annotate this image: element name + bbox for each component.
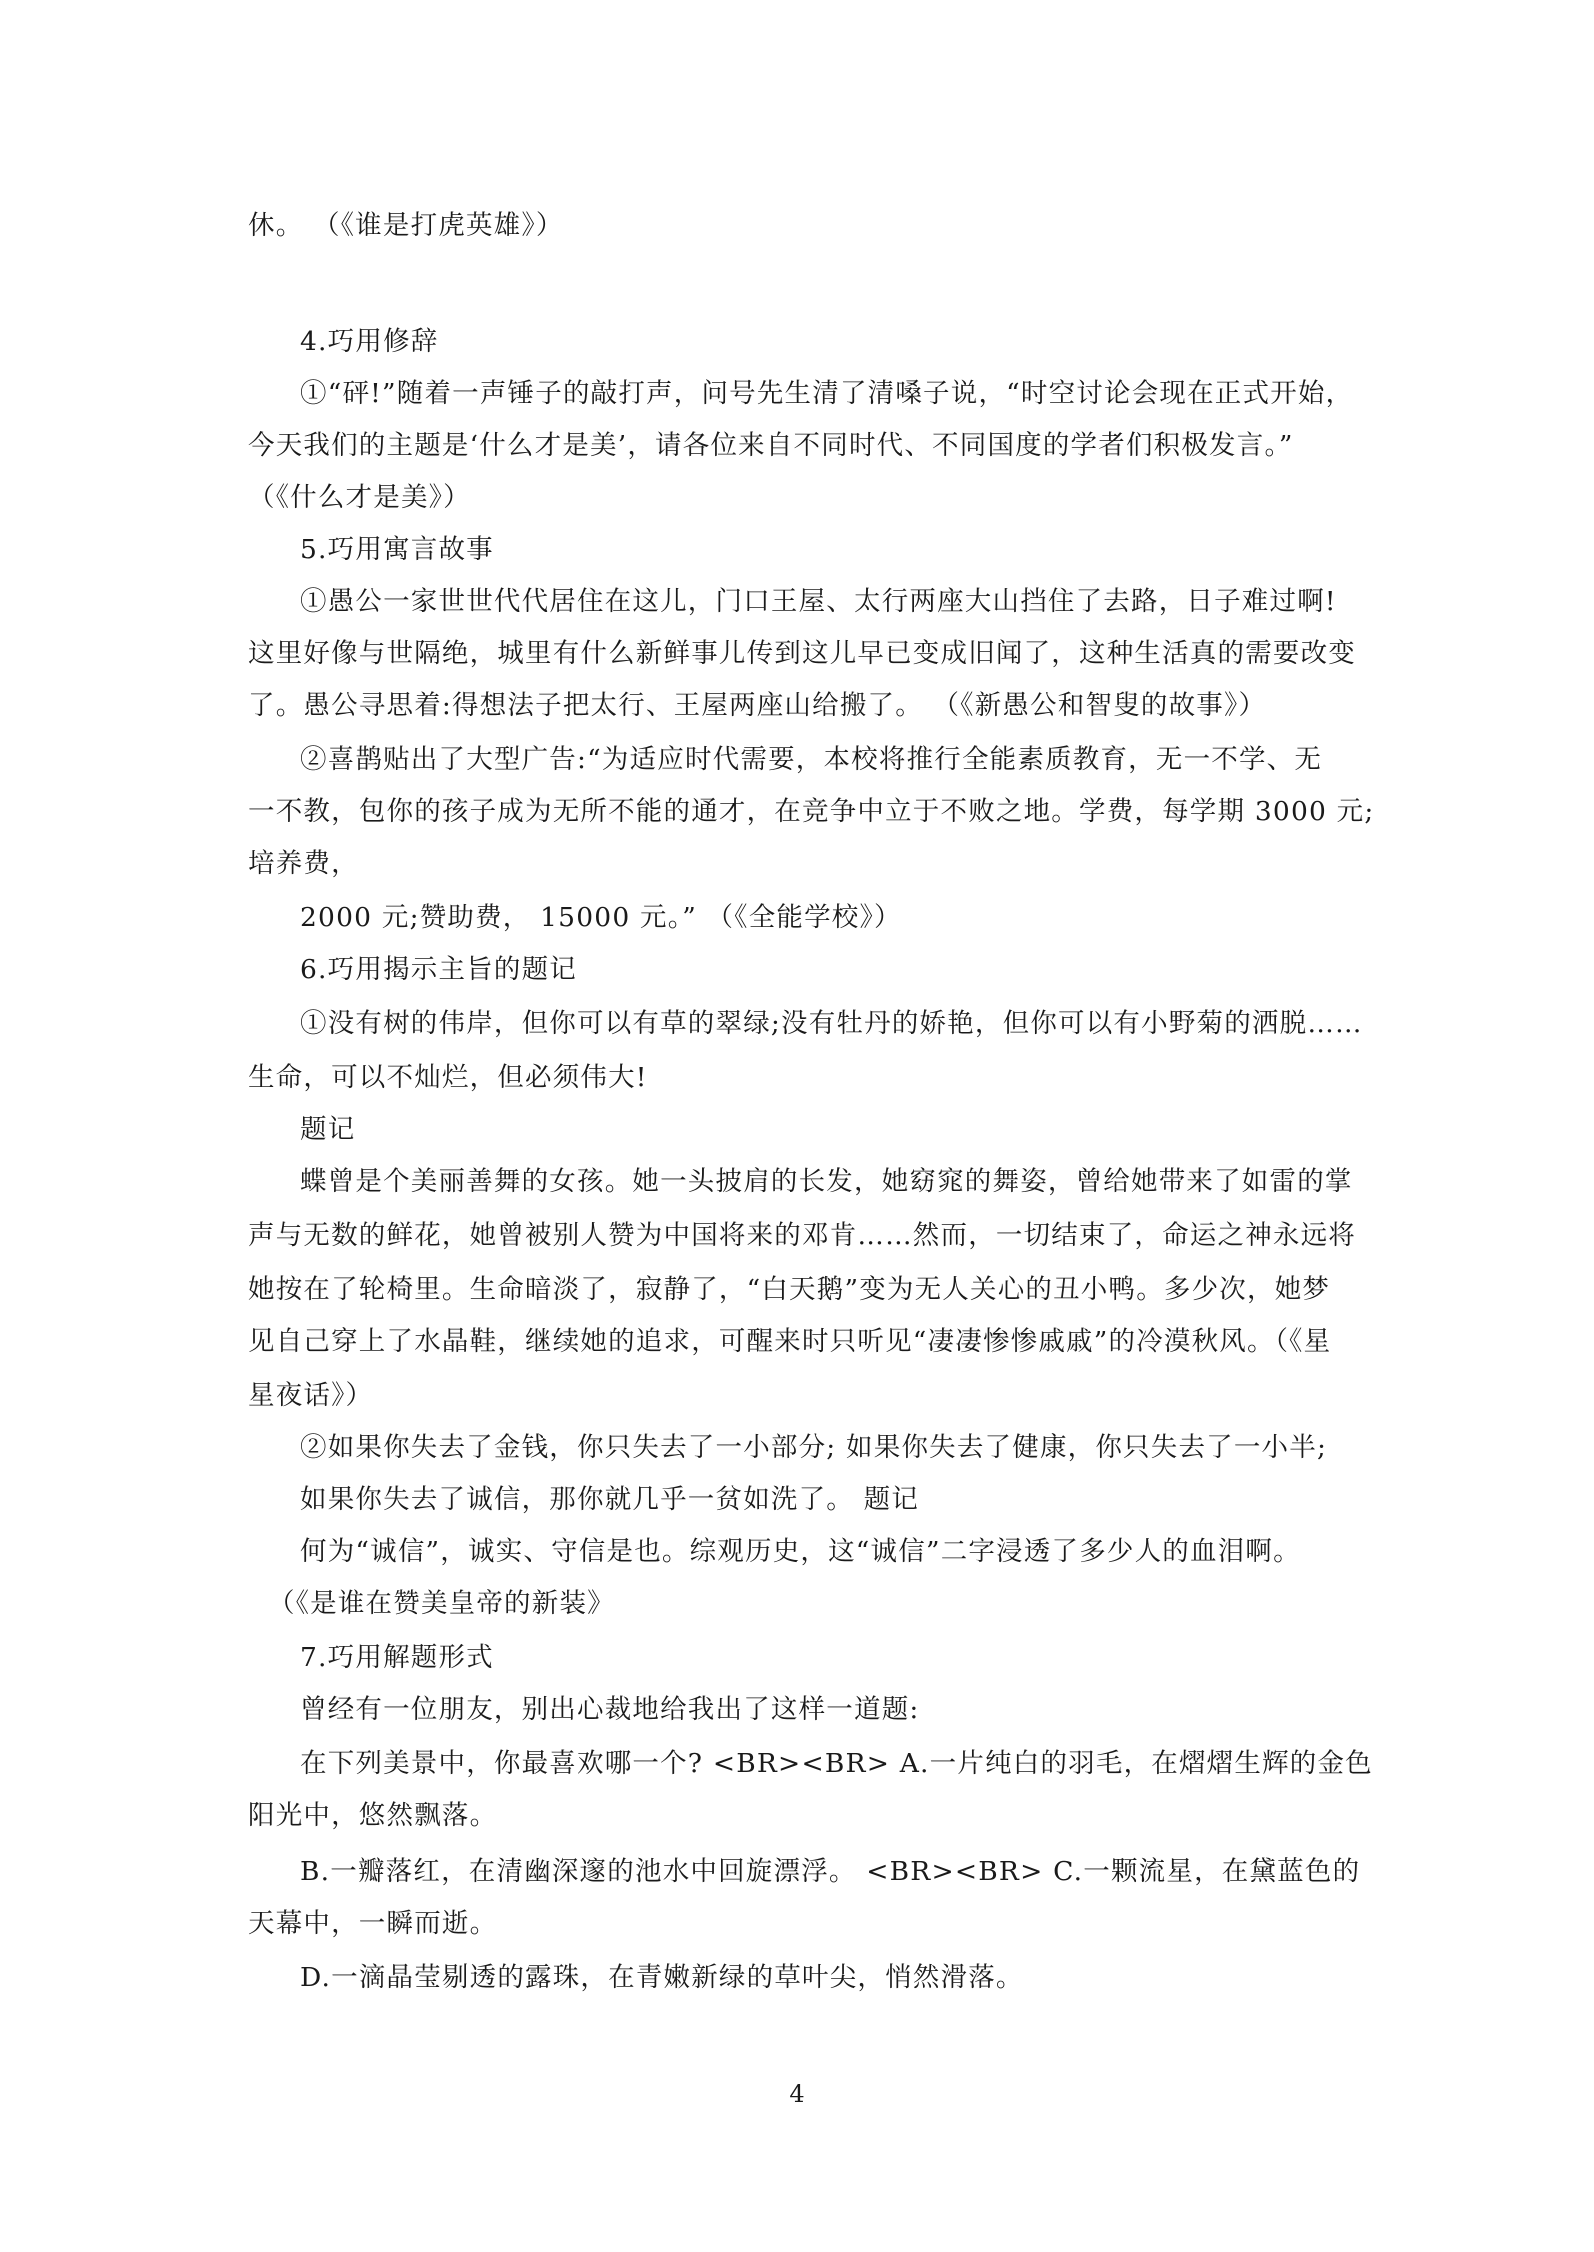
text-line: D.一滴晶莹剔透的露珠，在青嫩新绿的草叶尖，悄然滑落。: [300, 1962, 1024, 1993]
text-line: 星夜话》）: [248, 1380, 374, 1411]
text-line: 这里好像与世隔绝，城里有什么新鲜事儿传到这儿早已变成旧闻了，这种生活真的需要改变: [248, 638, 1356, 669]
text-line: 阳光中，悠然飘落。: [248, 1800, 498, 1831]
text-line: 休。 （《谁是打虎英雄》）: [248, 210, 564, 241]
text-line: 何为“诚信”，诚实、守信是也。综观历史，这“诚信”二字浸透了多少人的血泪啊。: [300, 1536, 1301, 1567]
text-line: ②如果你失去了金钱，你只失去了一小部分; 如果你失去了健康，你只失去了一小半;: [300, 1432, 1328, 1463]
text-line: B.一瓣落红，在清幽深邃的池水中回旋漂浮。 <BR><BR> C.一颗流星，在黛蓝色的: [300, 1856, 1361, 1887]
text-line: （《什么才是美》）: [248, 482, 471, 513]
text-line: 培养费，: [248, 848, 359, 879]
text-line: （《是谁在赞美皇帝的新装》: [268, 1588, 615, 1619]
text-line: 在下列美景中，你最喜欢哪一个? <BR><BR> A.一片纯白的羽毛，在熠熠生辉的金色: [300, 1748, 1373, 1779]
text-line: 蝶曾是个美丽善舞的女孩。她一头披肩的长发，她窈窕的舞姿，曾给她带来了如雷的掌: [300, 1166, 1353, 1197]
text-line: 天幕中，一瞬而逝。: [248, 1908, 498, 1939]
text-line: ②喜鹊贴出了大型广告:“为适应时代需要，本校将推行全能素质教育，无一不学、无: [300, 744, 1323, 775]
text-line: 声与无数的鲜花，她曾被别人赞为中国将来的邓肯……然而，一切结束了，命运之神永远将: [248, 1220, 1356, 1251]
text-line: 她按在了轮椅里。生命暗淡了，寂静了，“白天鹅”变为无人关心的丑小鸭。多少次，她梦: [248, 1274, 1331, 1305]
text-line: 见自己穿上了水晶鞋，继续她的追求，可醒来时只听见“凄凄惨惨戚戚”的冷漠秋风。（《星: [248, 1326, 1332, 1357]
text-line: 生命，可以不灿烂，但必须伟大!: [248, 1062, 648, 1093]
text-line: 了。愚公寻思着:得想法子把太行、王屋两座山给搬了。 （《新愚公和智叟的故事》）: [248, 690, 1267, 721]
text-line: 曾经有一位朋友，别出心裁地给我出了这样一道题:: [300, 1694, 920, 1725]
text-line: 今天我们的主题是‘什么才是美’，请各位来自不同时代、不同国度的学者们积极发言。”: [248, 430, 1294, 461]
text-line: ①没有树的伟岸，但你可以有草的翠绿;没有牡丹的娇艳，但你可以有小野菊的洒脱……: [300, 1008, 1363, 1039]
section-heading: 4.巧用修辞: [300, 326, 439, 357]
section-heading: 7.巧用解题形式: [300, 1642, 494, 1673]
text-line: 如果你失去了诚信，那你就几乎一贫如洗了。 题记: [300, 1484, 920, 1515]
text-line: 一不教，包你的孩子成为无所不能的通才，在竞争中立于不败之地。学费，每学期 3000 元;: [248, 796, 1375, 827]
text-line: 题记: [300, 1114, 356, 1145]
section-heading: 5.巧用寓言故事: [300, 534, 494, 565]
page-number: 4: [789, 2080, 805, 2108]
section-heading: 6.巧用揭示主旨的题记: [300, 954, 577, 985]
text-line: ①“砰!”随着一声锤子的敲打声，问号先生清了清嗓子说，“时空讨论会现在正式开始，: [300, 378, 1354, 409]
text-line: 2000 元;赞助费， 15000 元。” （《全能学校》）: [300, 902, 902, 933]
text-line: ①愚公一家世世代代居住在这儿，门口王屋、太行两座大山挡住了去路，日子难过啊!: [300, 586, 1337, 617]
